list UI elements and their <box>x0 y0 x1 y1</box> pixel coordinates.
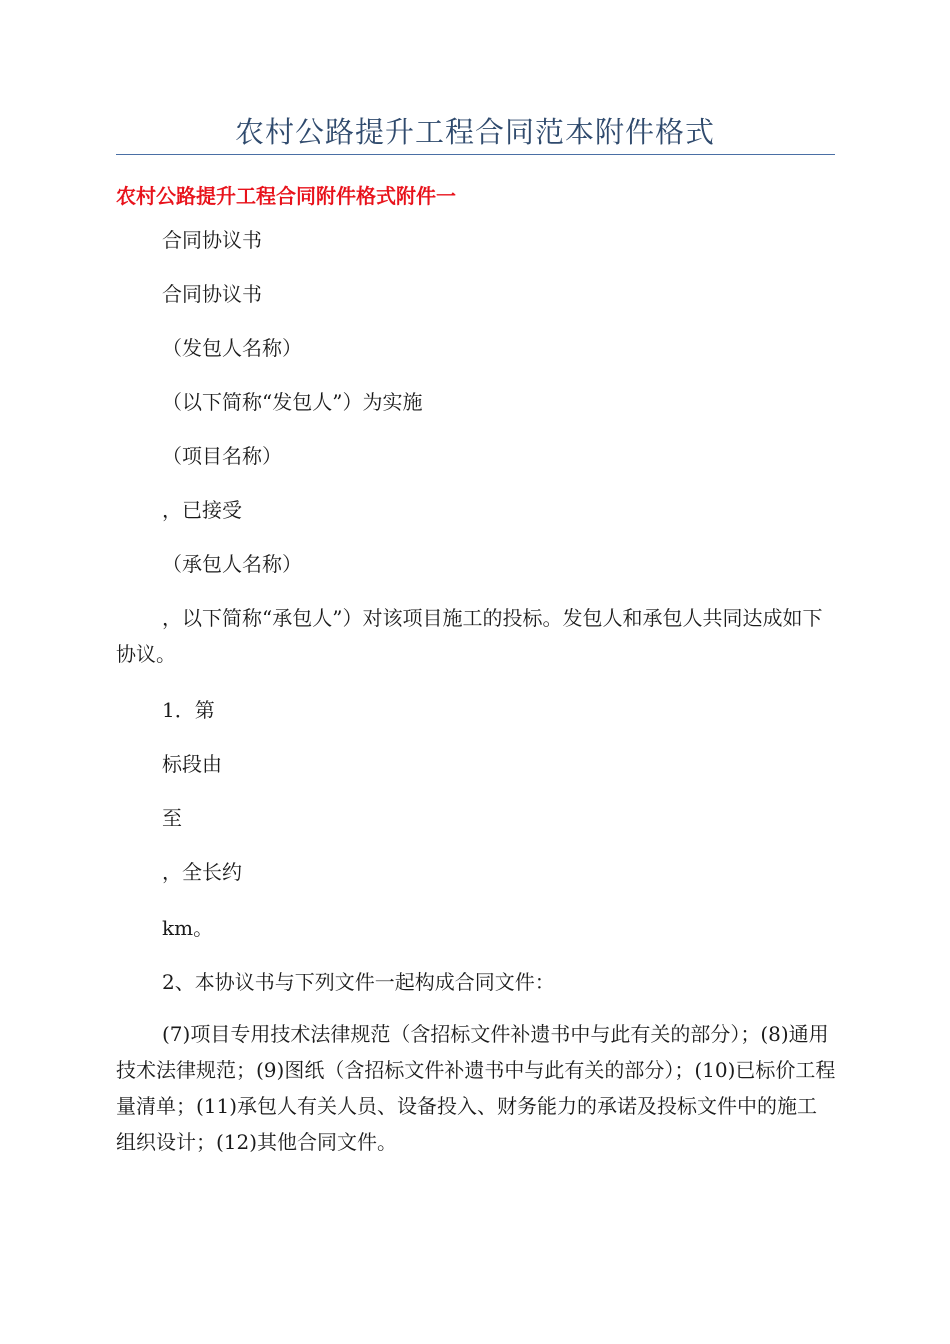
title-underline <box>116 154 835 155</box>
paragraph-item-2: 2、本协议书与下列文件一起构成合同文件： <box>162 970 555 994</box>
paragraph-accepted: ，已接受 <box>162 498 242 522</box>
paragraph-section-from: 标段由 <box>162 752 222 776</box>
paragraph-km: km。 <box>162 916 214 940</box>
paragraph-agreement-heading-1: 合同协议书 <box>162 228 262 252</box>
paragraph-section-to: 至 <box>162 806 182 830</box>
paragraph-contractor-name: （承包人名称） <box>162 552 302 576</box>
section-heading: 农村公路提升工程合同附件格式附件一 <box>116 184 456 208</box>
paragraph-item-1: 1．第 <box>162 698 215 722</box>
paragraph-total-length: ，全长约 <box>162 860 242 884</box>
paragraph-employer-name: （发包人名称） <box>162 336 302 360</box>
document-title: 农村公路提升工程合同范本附件格式 <box>234 115 715 149</box>
paragraph-agreement-heading-2: 合同协议书 <box>162 282 262 306</box>
paragraph-document-list: (7)项目专用技术法律规范（含招标文件补遗书中与此有关的部分）；(8)通用技术法律规范；(9)图纸（含招标文件补遗书中与此有关的部分）；(10)已标价工程量清单；(11)承包人有关人员、设备投入、财务能力的承诺及投标文件中的施工组织设计；(12)其他合同文件。 <box>116 1022 836 1154</box>
paragraph-contractor-short: ，以下简称“承包人”）对该项目施工的投标。发包人和承包人共同达成如下协议。 <box>116 606 823 666</box>
paragraph-project-name: （项目名称） <box>162 444 282 468</box>
paragraph-employer-short: （以下简称“发包人”）为实施 <box>162 390 423 414</box>
